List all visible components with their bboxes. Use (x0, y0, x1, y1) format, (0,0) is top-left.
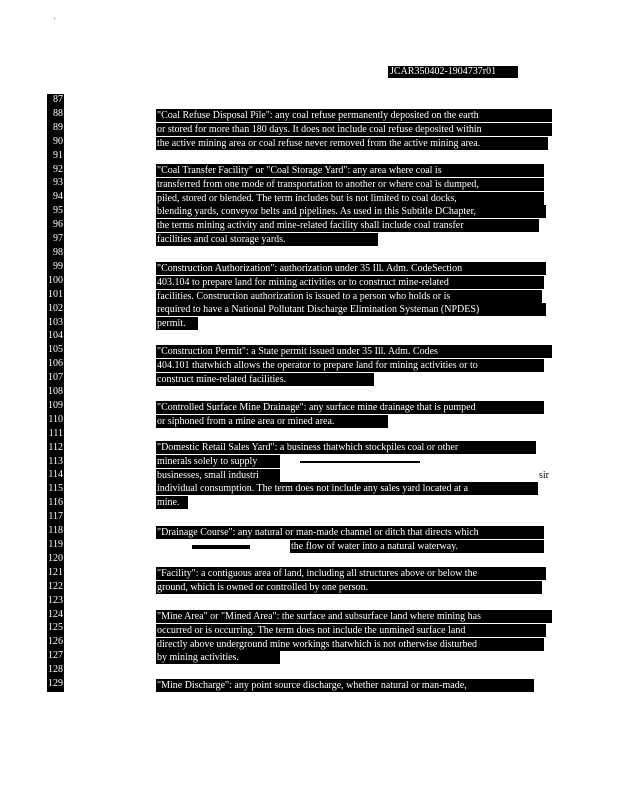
text-line: required to have a National Pollutant Discharge Elimination Systeman (NPDES) (156, 303, 546, 316)
text-line: facilities. Construction authorization is issued to a person who holds or is (156, 290, 542, 303)
line-number: 125 (48, 622, 63, 634)
text-line: or stored for more than 180 days. It does not include coal refuse deposited within (156, 123, 552, 136)
text-line: "Controlled Surface Mine Drainage": any surface mine drainage that is pumped (156, 401, 544, 414)
line-number: 124 (48, 608, 63, 620)
text-line: occurred or is occurring. The term does not include the unmined surface land (156, 624, 546, 637)
line-number: 93 (53, 177, 63, 189)
line-number: 126 (48, 636, 63, 648)
text-line: "Facility": a contiguous area of land, including all structures above or below the (156, 567, 546, 580)
line-number: 127 (48, 650, 63, 662)
line-number: 89 (53, 121, 63, 133)
text-line: "Mine Area" or "Mined Area": the surface and subsurface land where mining has (156, 610, 552, 623)
line-number: 115 (48, 483, 63, 495)
text-line: permit. (156, 317, 198, 330)
line-number: 128 (48, 664, 63, 676)
text-line: "Construction Permit": a State permit issued under 35 Ill. Adm. Codes (156, 345, 552, 358)
scan-smudge (530, 349, 542, 355)
line-number: 112 (48, 441, 63, 453)
text-line: mine. (156, 496, 188, 509)
text-line: by mining activities. (156, 651, 280, 664)
text-line: the active mining area or coal refuse never removed from the active mining area. (156, 137, 548, 150)
text-line: transferred from one mode of transportation to another or where coal is dumped, (156, 178, 544, 191)
line-number: 100 (48, 274, 63, 286)
text-line: "Domestic Retail Sales Yard": a business thatwhich stockpiles coal or other (156, 441, 536, 454)
line-number: 114 (48, 469, 63, 481)
text-line: the terms mining activity and mine-related facility shall include coal transfer (156, 219, 539, 232)
text-line: or siphoned from a mine area or mined area. (156, 415, 388, 428)
document-id: JCAR350402-1904737r01 (388, 66, 518, 78)
line-number: 103 (48, 316, 63, 328)
text-line: ground, which is owned or controlled by one person. (156, 581, 542, 594)
line-number: 88 (53, 107, 63, 119)
line-number: 99 (53, 260, 63, 272)
scan-speck (54, 18, 55, 19)
text-line: 404.101 thatwhich allows the operator to prepare land for mining activities or to (156, 359, 544, 372)
line-number: 111 (48, 427, 63, 439)
line-number: 90 (53, 135, 63, 147)
redaction-block (282, 468, 536, 481)
line-number: 109 (48, 399, 63, 411)
text-line: blending yards, conveyor belts and pipelines. As used in this Subtitle DChapter, (156, 205, 546, 218)
line-number: 107 (48, 372, 63, 384)
line-number: 129 (48, 678, 63, 690)
text-line: "Coal Transfer Facility" or "Coal Storage Yard": any area where coal is (156, 164, 544, 177)
line-number: 95 (53, 205, 63, 217)
text-line: "Mine Discharge": any point source discharge, whether natural or man-made, (156, 679, 534, 692)
line-number: 92 (53, 163, 63, 175)
line-number: 102 (48, 302, 63, 314)
text-line: piled, stored or blended. The term includes but is not limited to coal docks, (156, 192, 544, 205)
text-line: "Construction Authorization": authorization under 35 Ill. Adm. CodeSection (156, 262, 546, 275)
line-number: 98 (53, 246, 63, 258)
text-line: businesses, small industri (156, 469, 280, 482)
line-number: 105 (48, 344, 63, 356)
text-line: facilities and coal storage yards. (156, 233, 378, 246)
text-line: directly above underground mine workings thatwhich is not otherwise disturbed (156, 638, 544, 651)
text-line: the flow of water into a natural waterway. (290, 540, 544, 553)
text-line: construct mine-related facilities. (156, 373, 374, 386)
line-number: 113 (48, 455, 63, 467)
margin-fragment: sir (539, 470, 549, 481)
line-number: 123 (48, 594, 63, 606)
scan-smudge (300, 461, 420, 463)
line-number: 94 (53, 191, 63, 203)
text-line: "Drainage Course": any natural or man-made channel or ditch that directs which (156, 526, 544, 539)
line-number: 91 (53, 149, 63, 161)
text-line: "Coal Refuse Disposal Pile": any coal refuse permanently deposited on the earth (156, 109, 552, 122)
line-number: 122 (48, 580, 63, 592)
line-number: 110 (48, 413, 63, 425)
line-number: 121 (48, 566, 63, 578)
line-number: 118 (48, 525, 63, 537)
line-number: 104 (48, 330, 63, 342)
line-number: 106 (48, 358, 63, 370)
line-number: 87 (53, 94, 63, 105)
line-number: 108 (48, 386, 63, 398)
line-number: 101 (48, 288, 63, 300)
line-number: 116 (48, 497, 63, 509)
line-number: 120 (48, 552, 63, 564)
line-number: 96 (53, 219, 63, 231)
line-number: 119 (48, 539, 63, 551)
text-line: minerals solely to supply (156, 455, 280, 468)
text-line: 403.104 to prepare land for mining activities or to construct mine-related (156, 276, 544, 289)
text-line: individual consumption. The term does not include any sales yard located at a (156, 482, 538, 495)
scan-smudge (192, 545, 250, 549)
line-number: 117 (48, 511, 63, 523)
line-number: 97 (53, 233, 63, 245)
